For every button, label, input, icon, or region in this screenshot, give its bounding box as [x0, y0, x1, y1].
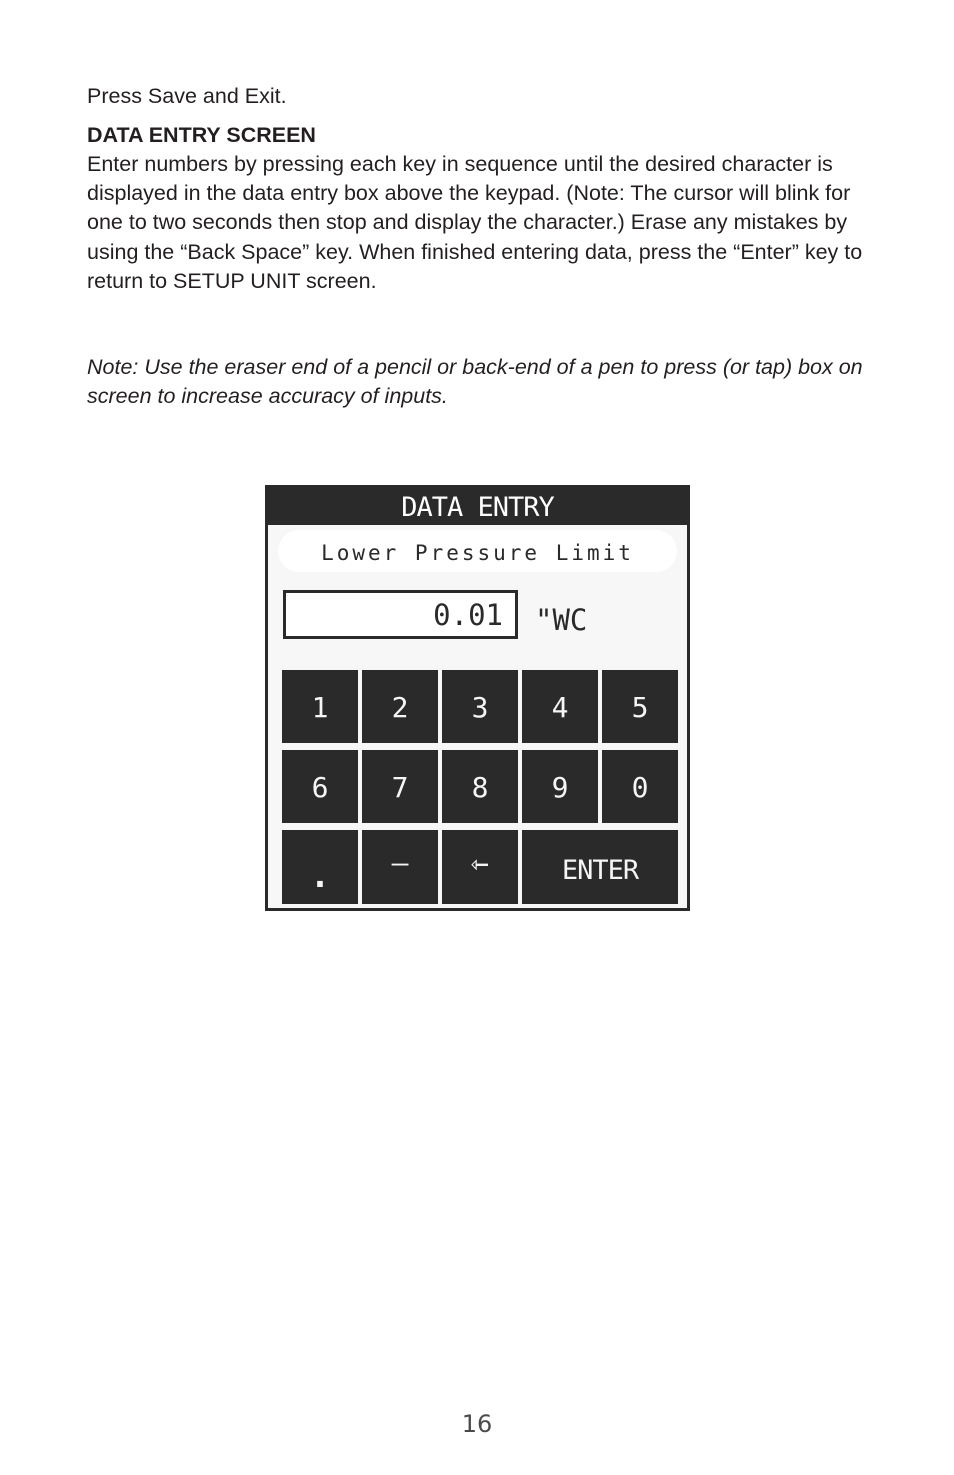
key-4[interactable]: 4 [522, 670, 598, 743]
section-body: Enter numbers by pressing each key in sequence until the desired character is displayed in the data entry box above the keypad. (Note: The cursor will blink for one to two seconds then stop and display the character.) Erase any mistakes by using the “Back Space” key. When finished entering data, press the “Enter” key to return to SETUP UNIT screen. [87, 152, 863, 293]
data-entry-screen [265, 485, 690, 911]
key-0[interactable]: 0 [602, 750, 678, 823]
page-number: 16 [461, 1410, 493, 1438]
key-enter[interactable]: ENTER [522, 830, 678, 904]
backspace-arrow-icon: ⇽ [470, 846, 490, 881]
usage-note: Note: Use the eraser end of a pencil or back-end of a pen to press (or tap) box on screen to increase accuracy of inputs. [87, 355, 863, 409]
key-7[interactable]: 7 [362, 750, 438, 823]
key-2[interactable]: 2 [362, 670, 438, 743]
intro-text: Press Save and Exit. [87, 84, 287, 108]
key-decimal[interactable]: . [282, 830, 358, 904]
key-minus[interactable]: – [362, 830, 438, 904]
keypad [282, 670, 680, 906]
field-label: Lower Pressure Limit [278, 530, 677, 572]
unit-label: "WC [535, 603, 588, 637]
key-9[interactable]: 9 [522, 750, 598, 823]
key-5[interactable]: 5 [602, 670, 678, 743]
key-6[interactable]: 6 [282, 750, 358, 823]
key-1[interactable]: 1 [282, 670, 358, 743]
key-3[interactable]: 3 [442, 670, 518, 743]
screen-title: DATA ENTRY [268, 488, 687, 525]
key-8[interactable]: 8 [442, 750, 518, 823]
value-input[interactable]: 0.01 [283, 590, 518, 639]
key-backspace[interactable] [442, 830, 518, 904]
section-heading: DATA ENTRY SCREEN [87, 123, 316, 147]
